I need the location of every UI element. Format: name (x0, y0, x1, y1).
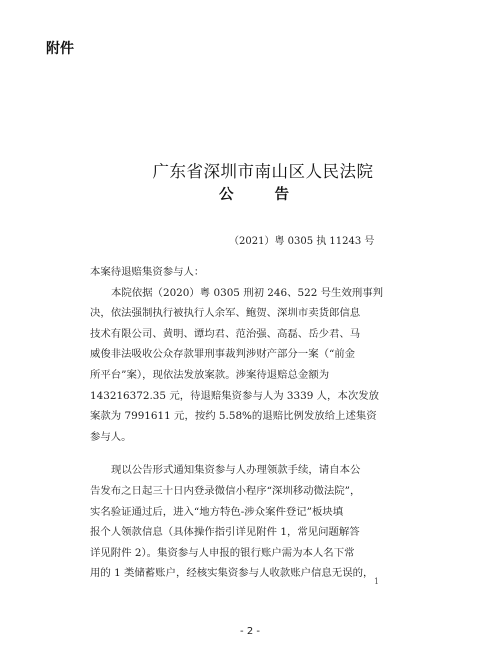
page-number: - 2 - (240, 626, 260, 637)
case-number: （2021）粤 0305 执 11243 号 (229, 236, 375, 247)
body-line: 详见附件 2）。集资参与人申报的银行账户需为本人名下常 (90, 546, 355, 559)
paragraph-gap (90, 447, 416, 460)
body-line: 用的 1 类储蓄账户，经核实集资参与人收款账户信息无误的， (90, 567, 374, 580)
body-line: 现以公告形式通知集资参与人办理领款手续，请自本公 (111, 464, 361, 477)
body-line: 报个人领款信息（具体操作指引详见附件 1，常见问题解答 (90, 526, 360, 539)
court-name: 广东省深圳市南山区人民法院 (152, 162, 374, 181)
document-page (54, 62, 472, 602)
body-line: 威俊非法吸收公众存款罪刑事裁判涉财产部分一案（“前金 (90, 348, 356, 361)
body-line: 143216372.35 元，待退赔集资参与人为 3339 人，本次发放 (90, 389, 380, 402)
margin-mark: 1 (374, 577, 380, 586)
body-line: 实名验证通过后，进入“地方特色-涉众案件登记”板块填 (90, 505, 344, 518)
body-line: 决，依法强制执行被执行人余军、鲍贺、深圳市卖货郎信息 (90, 307, 361, 320)
attachment-label: 附件 (46, 41, 74, 57)
body-line: 技术有限公司、黄明、谭均君、范治强、高磊、岳少君、马 (90, 327, 361, 340)
body-line: 案款为 7991611 元，按约 5.58%的退赔比例发放给上述集资 (90, 410, 377, 423)
notice-body (90, 262, 416, 584)
notice-title: 公 告 (218, 186, 308, 203)
body-line: 所平台”案），现依法发放案款。涉案待退赔总金额为 (90, 368, 330, 381)
salutation: 本案待退赔集资参与人： (90, 266, 205, 278)
body-line: 本院依据（2020）粤 0305 刑初 246、522 号生效刑事判 (111, 286, 384, 299)
body-line: 告发布之日起三十日内登录微信小程序“深圳移动微法院”， (90, 484, 361, 497)
body-line: 参与人。 (90, 430, 132, 443)
